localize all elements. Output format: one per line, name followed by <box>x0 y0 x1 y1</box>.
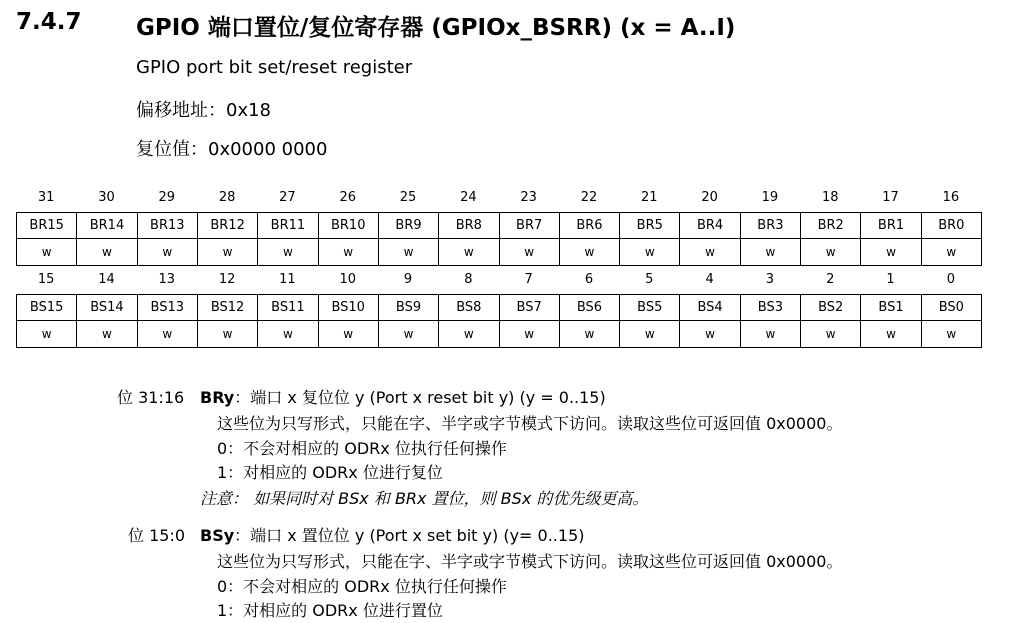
english-title: GPIO port bit set/reset register <box>136 57 413 78</box>
bit-number: 0 <box>946 272 955 287</box>
register-field: BR8 <box>439 213 499 239</box>
bit-number: 22 <box>580 190 598 205</box>
register-table-high <box>16 212 982 266</box>
bit-number: 31 <box>37 190 55 205</box>
access-type: w <box>740 239 800 266</box>
bit-number: 29 <box>158 190 176 205</box>
bit-number: 3 <box>765 272 775 287</box>
field-name: BSy <box>200 526 235 545</box>
register-field: BS12 <box>197 295 257 321</box>
field-summary: ：端口 x 置位位 y (Port x set bit y) (y= 0..15) <box>234 526 585 545</box>
register-field: BS3 <box>740 295 800 321</box>
access-type: w <box>197 321 257 348</box>
access-type: w <box>77 239 137 266</box>
register-field: BR4 <box>680 213 740 239</box>
bit-number: 28 <box>218 190 236 205</box>
access-type: w <box>318 239 378 266</box>
access-type: w <box>378 239 438 266</box>
bit-number: 9 <box>403 272 413 287</box>
register-field: BR0 <box>921 213 981 239</box>
bit-number: 25 <box>399 190 417 205</box>
access-type: w <box>801 239 861 266</box>
bit-number: 16 <box>942 190 960 205</box>
access-type: w <box>258 239 318 266</box>
bit-number: 12 <box>218 272 236 287</box>
register-field: BS9 <box>378 295 438 321</box>
register-field: BR12 <box>197 213 257 239</box>
access-row <box>17 321 982 348</box>
register-field: BS11 <box>258 295 318 321</box>
access-type: w <box>680 321 740 348</box>
field-summary: ：端口 x 复位位 y (Port x reset bit y) (y = 0..15) <box>234 388 606 407</box>
access-type: w <box>499 239 559 266</box>
register-field: BR1 <box>861 213 921 239</box>
access-type: w <box>17 321 77 348</box>
access-type: w <box>137 239 197 266</box>
register-field: BS1 <box>861 295 921 321</box>
reset-value: 复位值：0x0000 0000 <box>136 139 328 160</box>
register-field: BR6 <box>559 213 619 239</box>
bit-number: 23 <box>520 190 537 205</box>
field-bit-range: 位 31:16 <box>117 388 185 407</box>
bit-numbers-low <box>16 272 981 290</box>
register-field: BR15 <box>17 213 77 239</box>
field-description-line: 0：不会对相应的 ODRx 位执行任何操作 <box>217 577 507 596</box>
access-type: w <box>620 321 680 348</box>
field-description-line: 0：不会对相应的 ODRx 位执行任何操作 <box>217 439 507 458</box>
bit-number: 15 <box>37 272 55 287</box>
access-type: w <box>197 239 257 266</box>
register-table-low <box>16 294 982 348</box>
register-field: BS14 <box>77 295 137 321</box>
access-type: w <box>318 321 378 348</box>
register-field: BS10 <box>318 295 378 321</box>
access-type: w <box>559 239 619 266</box>
register-field: BR11 <box>258 213 318 239</box>
access-type: w <box>137 321 197 348</box>
field-bit-range: 位 15:0 <box>128 526 186 545</box>
access-type: w <box>861 239 921 266</box>
bit-number: 24 <box>460 190 477 205</box>
field-heading <box>200 385 606 408</box>
field-description-line: 这些位为只写形式，只能在字、半字或字节模式下访问。读取这些位可返回值 0x0000。 <box>217 552 843 571</box>
access-type: w <box>861 321 921 348</box>
bit-number: 8 <box>464 272 473 287</box>
access-type: w <box>499 321 559 348</box>
bit-numbers-high <box>16 190 981 208</box>
register-field: BR5 <box>620 213 680 239</box>
register-field: BS13 <box>137 295 197 321</box>
bit-number: 17 <box>882 190 899 205</box>
field-name: BRy <box>200 388 235 407</box>
access-type: w <box>921 321 981 348</box>
field-heading <box>200 523 585 546</box>
register-field: BR9 <box>378 213 438 239</box>
bit-number: 20 <box>701 190 718 205</box>
field-description-line: 1：对相应的 ODRx 位进行置位 <box>217 601 443 620</box>
access-type: w <box>801 321 861 348</box>
access-type: w <box>439 321 499 348</box>
register-field: BS15 <box>17 295 77 321</box>
bit-number: 19 <box>761 190 779 205</box>
bit-number: 7 <box>524 272 533 287</box>
register-field: BR3 <box>740 213 800 239</box>
access-row <box>17 239 982 266</box>
access-type: w <box>17 239 77 266</box>
register-field: BR10 <box>318 213 378 239</box>
access-type: w <box>921 239 981 266</box>
access-type: w <box>740 321 800 348</box>
field-note: 注意： 如果同时对 BSx 和 BRx 置位，则 BSx 的优先级更高。 <box>200 489 649 508</box>
field-description-line: 这些位为只写形式，只能在字、半字或字节模式下访问。读取这些位可返回值 0x0000。 <box>217 414 843 433</box>
access-type: w <box>680 239 740 266</box>
bit-number: 27 <box>279 190 296 205</box>
field-name-row <box>17 213 982 239</box>
bit-number: 4 <box>705 272 714 287</box>
field-description-line: 1：对相应的 ODRx 位进行复位 <box>217 463 443 482</box>
bit-number: 2 <box>826 272 835 287</box>
register-field: BR7 <box>499 213 559 239</box>
offset-address: 偏移地址：0x18 <box>136 100 272 121</box>
bit-number: 14 <box>98 272 115 287</box>
section-number: 7.4.7 <box>16 9 82 35</box>
access-type: w <box>439 239 499 266</box>
register-field: BS4 <box>680 295 740 321</box>
register-field: BS2 <box>801 295 861 321</box>
bit-number: 21 <box>641 190 658 205</box>
access-type: w <box>620 239 680 266</box>
bit-number: 13 <box>158 272 176 287</box>
bit-number: 1 <box>886 272 895 287</box>
bit-number: 6 <box>584 272 594 287</box>
bit-number: 18 <box>821 190 839 205</box>
register-field: BS7 <box>499 295 559 321</box>
access-type: w <box>378 321 438 348</box>
access-type: w <box>258 321 318 348</box>
register-field: BS5 <box>620 295 680 321</box>
register-field: BR2 <box>801 213 861 239</box>
bit-number: 11 <box>279 272 296 287</box>
bit-number: 10 <box>339 272 356 287</box>
access-type: w <box>559 321 619 348</box>
access-type: w <box>77 321 137 348</box>
field-name-row <box>17 295 982 321</box>
register-field: BR14 <box>77 213 137 239</box>
bit-number: 26 <box>339 190 356 205</box>
bit-number: 5 <box>645 272 654 287</box>
register-field: BS0 <box>921 295 981 321</box>
section-title: GPIO 端口置位/复位寄存器 (GPIOx_BSRR) (x = A..I) <box>136 15 736 41</box>
bit-number: 30 <box>98 190 115 205</box>
register-field: BS8 <box>439 295 499 321</box>
register-field: BS6 <box>559 295 619 321</box>
register-field: BR13 <box>137 213 197 239</box>
